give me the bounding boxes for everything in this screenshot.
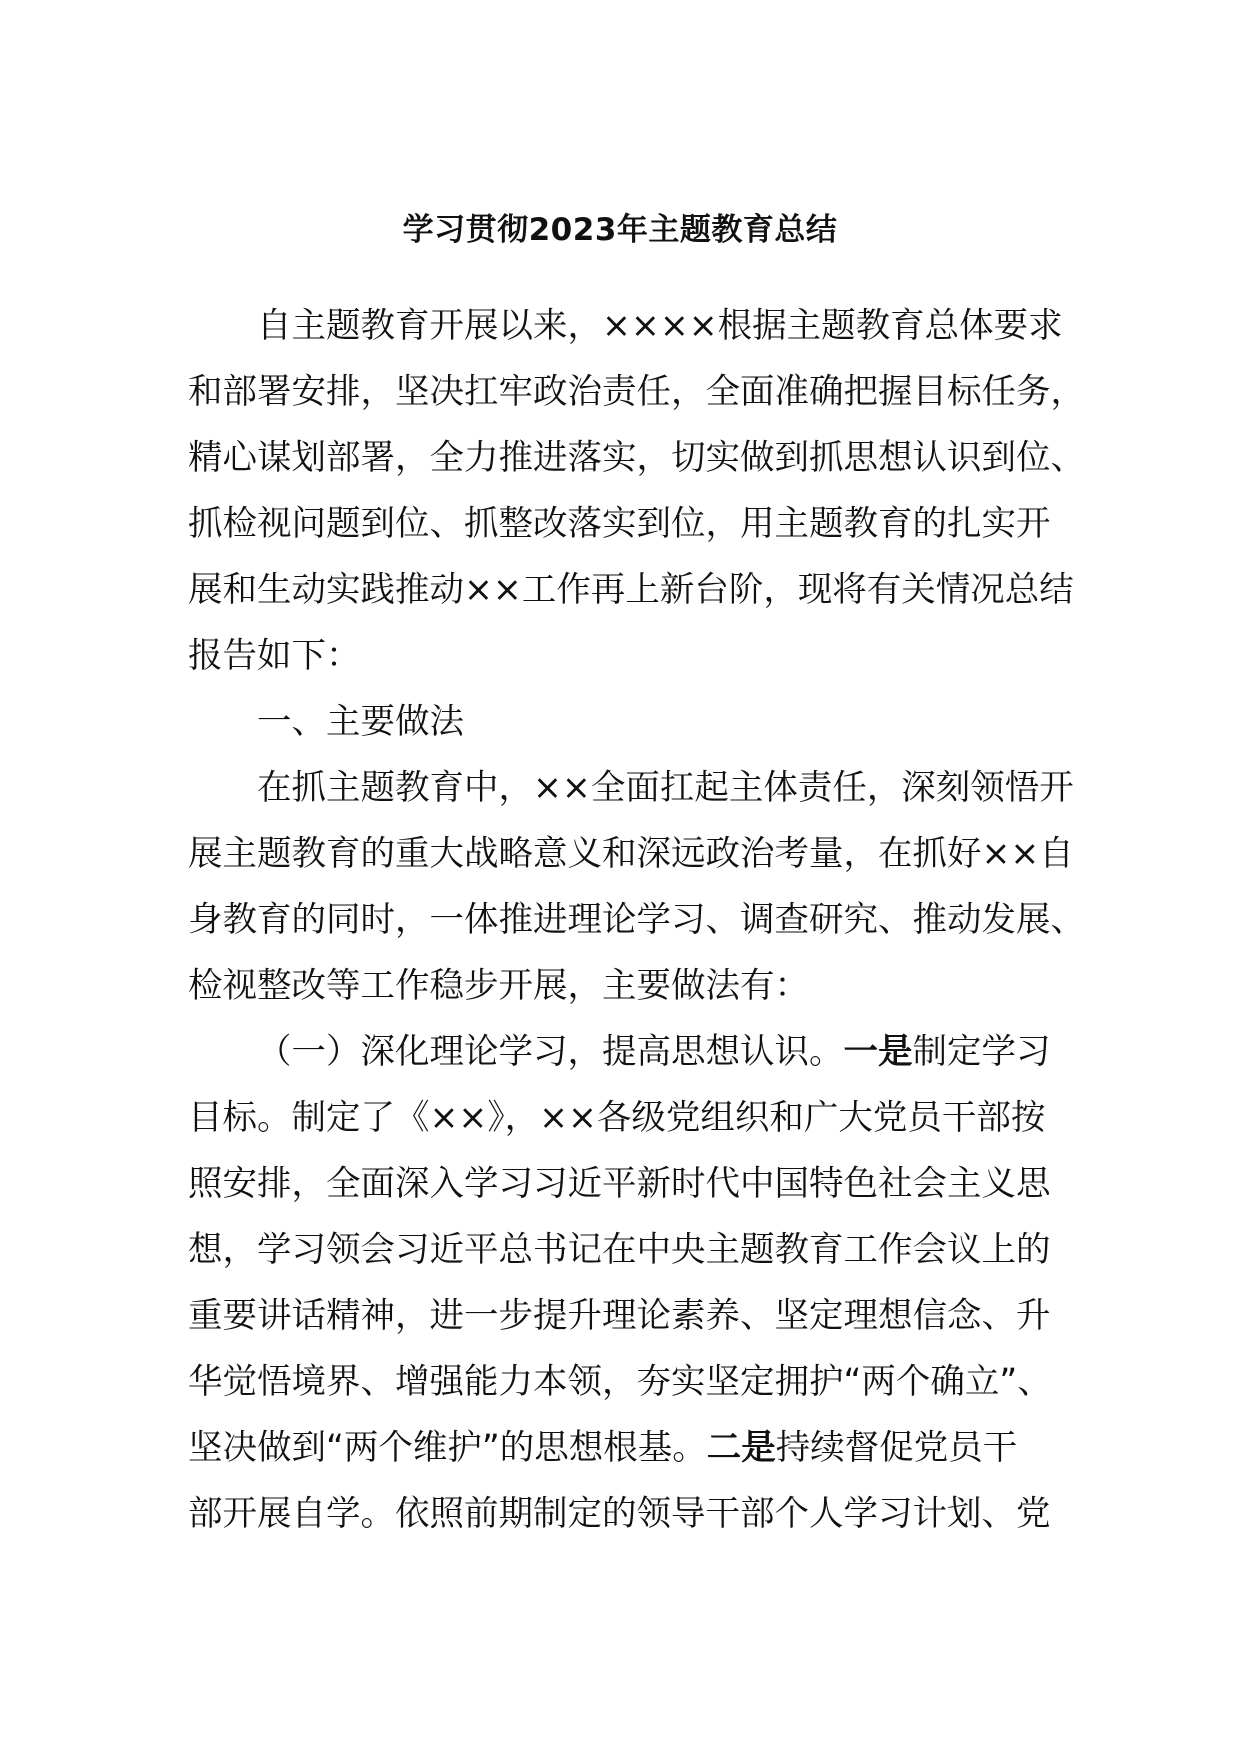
- text-line: [188, 689, 1054, 755]
- text-run: 精心谋划部署，全力推进落实，切实做到抓思想认识到位、: [188, 438, 1085, 478]
- text-line: [188, 755, 1074, 821]
- text-line: [188, 557, 1074, 623]
- text-run: 坚决做到“两个维护”的思想根基。: [188, 1428, 707, 1468]
- text-run: （一）深化理论学习，提高思想认识。: [257, 1032, 844, 1072]
- text-line: [188, 359, 1085, 425]
- text-run: 报告如下：: [188, 636, 361, 676]
- text-line: [188, 293, 1063, 359]
- text-run: 一、主要做法: [257, 702, 464, 742]
- text-run: 身教育的同时，一体推进理论学习、调查研究、推动发展、: [188, 900, 1085, 940]
- text-run: 检视整改等工作稳步开展，主要做法有：: [188, 966, 809, 1006]
- text-line: [188, 1283, 1054, 1349]
- text-line: [188, 887, 1085, 953]
- text-run: 和部署安排，坚决扛牢政治责任，全面准确把握目标任务，: [188, 372, 1085, 412]
- text-line: [188, 1415, 1054, 1481]
- text-run: 照安排，全面深入学习习近平新时代中国特色社会主义思: [188, 1164, 1051, 1204]
- text-run: 制定学习: [912, 1032, 1051, 1072]
- text-line: [188, 1019, 1054, 1085]
- text-line: [188, 1085, 1054, 1151]
- text-line: [188, 1481, 1054, 1547]
- text-run: 想，学习领会习近平总书记在中央主题教育工作会议上的: [188, 1230, 1051, 1270]
- text-run: 自主题教育开展以来，××××根据主题教育总体要求: [257, 306, 1063, 346]
- text-line: [188, 623, 1054, 689]
- text-line: [188, 1151, 1054, 1217]
- bold-text-run: 一是: [843, 1032, 913, 1072]
- text-run: 在抓主题教育中，××全面扛起主体责任，深刻领悟开: [257, 768, 1074, 808]
- text-run: 华觉悟境界、增强能力本领，夯实坚定拥护“两个确立”、: [188, 1362, 1052, 1402]
- document-title: 学习贯彻2023年主题教育总结: [402, 212, 838, 248]
- text-line: [188, 1349, 1054, 1415]
- text-run: 展主题教育的重大战略意义和深远政治考量，在抓好××自: [188, 834, 1074, 874]
- text-line: [188, 821, 1074, 887]
- text-line: [188, 953, 1054, 1019]
- text-run: 目标。制定了《××》，××各级党组织和广大党员干部按: [188, 1098, 1046, 1138]
- text-line: [188, 491, 1054, 557]
- text-run: 重要讲话精神，进一步提升理论素养、坚定理想信念、升: [188, 1296, 1051, 1336]
- text-run: 持续督促党员干: [775, 1428, 1018, 1468]
- text-run: 抓检视问题到位、抓整改落实到位，用主题教育的扎实开: [188, 504, 1051, 544]
- text-run: 展和生动实践推动××工作再上新台阶，现将有关情况总结: [188, 570, 1074, 610]
- bold-text-run: 二是: [706, 1428, 776, 1468]
- document-body: [188, 293, 1085, 1547]
- text-line: [188, 1217, 1054, 1283]
- text-line: [188, 425, 1085, 491]
- text-run: 部开展自学。依照前期制定的领导干部个人学习计划、党: [188, 1494, 1051, 1534]
